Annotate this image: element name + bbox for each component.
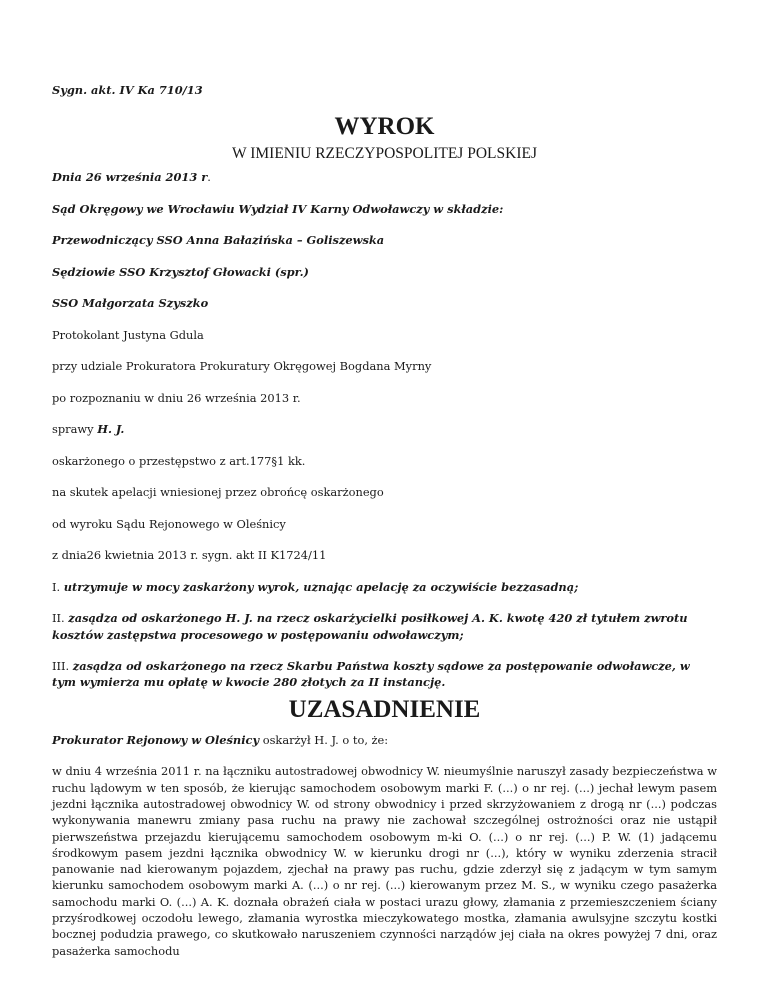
defendant-name: H. J. — [97, 422, 125, 437]
indictment-intro — [52, 732, 717, 748]
judgment-date — [52, 169, 717, 185]
verdict-point-text: utrzymuje w mocy zaskarżony wyrok, uznając apelację za oczywiście bezzasadną; — [63, 579, 579, 594]
verdict-point-1 — [52, 579, 717, 595]
case-prefix: sprawy — [52, 422, 98, 437]
hearing-line: po rozpoznaniu w dniu 26 września 2013 r. — [52, 390, 301, 405]
charge-line: oskarżonego o przestępstwo z art.177§1 kk. — [52, 453, 306, 468]
verdict-point-2 — [52, 610, 717, 643]
justification-heading: UZASADNIENIE — [288, 695, 481, 723]
court-composition: Sąd Okręgowy we Wrocławiu Wydział IV Karny Odwoławczy w składzie: — [52, 201, 504, 216]
case-line — [52, 421, 717, 437]
indictment-body: w dniu 4 września 2011 r. na łączniku autostradowej obwodnicy W. nieumyślnie naruszył zasady bezpieczeństwa w ruchu lądowym w ten sposób, że kierując samochodem osobowym marki F. (...) o nr rej. (...) jechał lewym pasem jezdni łącznika autostradowej obwodnicy W. od strony obwodnicy i przed skrzyżowaniem z drogą nr (...) podczas wykonywania manewru zmiany pasa ruchu na prawy nie zachował szczególnej ostrożności oraz nie ustąpił pierwszeństwa przejazdu kierującemu samochodem osobowym m-ki O. (...) o nr rej. (...) P. W. (1) jadącemu środkowym pasem jezdni łącznika obwodnicy W. w kierunku drogi nr (...), który w wyniku zderzenia stracił panowanie nad kierowanym pojazdem, zjechał na prawy pas ruchu, gdzie zderzył się z jadącym w tym samym kierunku samochodem osobowym marki A. (...) o nr rej. (...) kierowanym przez M. S., w wyniku czego pasażerka samochodu marki O. (...) A. K. doznała obrażeń ciała w postaci urazu głowy, złamania z przemieszczeniem ściany przyśrodkowej oczodołu lewego, złamania wyrostka mieczykowatego mostka, złamania awulsyjne szczytu kostki bocznej podudzia prawego, co skutkowało naruszeniem czynności narządów jej ciała na okres powyżej 7 dni, oraz pasażerka samochodu — [52, 764, 717, 958]
judgment-date-period: . — [207, 170, 211, 185]
indictment-intro-text: oskarżył H. J. o to, że: — [259, 732, 389, 747]
clerk-line: Protokolant Justyna Gdula — [52, 327, 204, 342]
presiding-judge: Przewodniczący SSO Anna Bałazińska – Goliszewska — [52, 233, 385, 248]
verdict-point-text: zasądza od oskarżonego H. J. na rzecz oskarżycielki posiłkowej A. K. kwotę 420 zł tytułem zwrotu kosztów zastępstwa procesowego w postępowaniu odwoławczym; — [52, 611, 688, 642]
judges-line: Sędziowie SSO Krzysztof Głowacki (spr.) — [52, 264, 309, 279]
appeal-line: na skutek apelacji wniesionej przez obrońcę oskarżonego — [52, 485, 384, 500]
judgment-date-text: Dnia 26 września 2013 r — [52, 170, 208, 185]
verdict-point-number: II. — [52, 611, 69, 626]
case-signature: Sygn. akt. IV Ka 710/13 — [52, 83, 203, 97]
judges-line-2: SSO Małgorzata Szyszko — [52, 296, 209, 311]
verdict-point-number: I. — [52, 579, 64, 594]
prosecutor-line: przy udziale Prokuratora Prokuratury Okręgowej Bogdana Myrny — [52, 359, 432, 374]
judgment-title: WYROK — [334, 113, 435, 141]
document-page — [52, 82, 717, 959]
lower-court-date: z dnia26 kwietnia 2013 r. sygn. akt II K1724/11 — [52, 548, 327, 563]
verdict-point-number: III. — [52, 659, 73, 674]
judgment-subtitle: W IMIENIU RZECZYPOSPOLITEJ POLSKIEJ — [232, 145, 537, 163]
prosecutor-name: Prokurator Rejonowy w Oleśnicy — [52, 732, 260, 747]
verdict-point-text: zasądza od oskarżonego na rzecz Skarbu Państwa koszty sądowe za postępowanie odwoławcze, w tym wymierza mu opłatę w kwocie 280 złotych za II instancję. — [52, 659, 690, 690]
verdict-point-3 — [52, 658, 717, 691]
lower-court-line: od wyroku Sądu Rejonowego w Oleśnicy — [52, 516, 286, 531]
